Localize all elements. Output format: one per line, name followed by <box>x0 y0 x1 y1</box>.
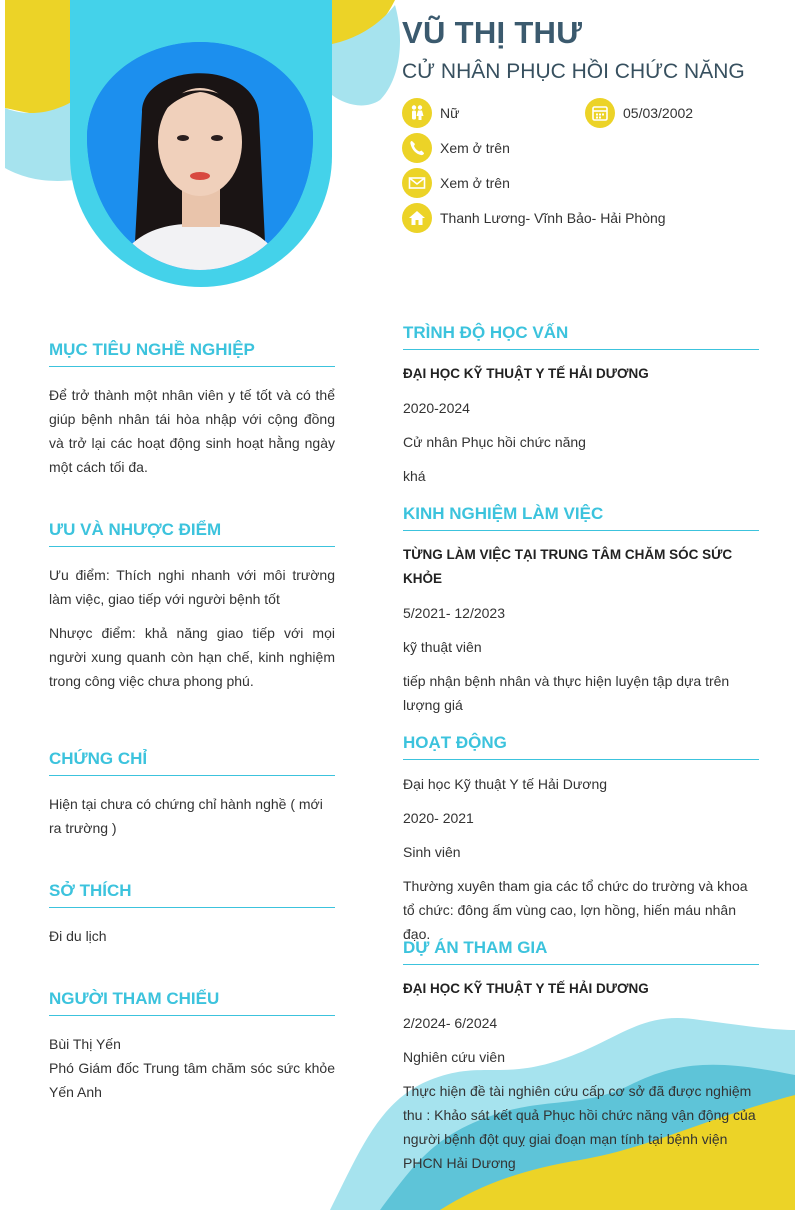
job-title: CỬ NHÂN PHỤC HỒI CHỨC NĂNG <box>402 60 745 83</box>
hobbies-text: Đi du lịch <box>49 928 107 944</box>
hobbies-section <box>49 881 335 948</box>
strengths-section <box>49 520 335 693</box>
education-period: 2020-2024 <box>403 400 470 416</box>
experience-period: 5/2021- 12/2023 <box>403 605 505 621</box>
references-title: NGƯỜI THAM CHIẾU <box>49 989 335 1016</box>
activities-org: Đại học Kỹ thuật Y tế Hải Dương <box>403 776 608 792</box>
certificates-section <box>49 749 335 840</box>
projects-role: Nghiên cứu viên <box>403 1049 505 1065</box>
mail-icon <box>402 168 432 198</box>
activities-title: HOẠT ĐỘNG <box>403 733 759 760</box>
projects-title: DỰ ÁN THAM GIA <box>403 938 759 965</box>
address-value: Thanh Lương- Vĩnh Bảo- Hải Phòng <box>440 210 666 226</box>
hobbies-title: SỞ THÍCH <box>49 881 335 908</box>
pros-text: Ưu điểm: Thích nghi nhanh với môi trường làm việc, giao tiếp với người bệnh tốt <box>49 567 335 607</box>
gender-row <box>402 98 459 128</box>
calendar-icon <box>585 98 615 128</box>
certificates-text: Hiện tại chưa có chứng chỉ hành nghề ( mới ra trường ) <box>49 796 323 836</box>
objective-section <box>49 340 335 479</box>
reference-position: Phó Giám đốc Trung tâm chăm sóc sức khỏe Yến Anh <box>49 1060 335 1100</box>
reference-name: Bùi Thị Yến <box>49 1036 121 1052</box>
experience-role: kỹ thuật viên <box>403 639 482 655</box>
cons-text: Nhược điểm: khả năng giao tiếp với mọi người xung quanh còn hạn chế, kinh nghiệm trong công việc chưa phong phú. <box>49 625 335 689</box>
phone-icon <box>402 133 432 163</box>
gender-icon <box>402 98 432 128</box>
activities-period: 2020- 2021 <box>403 810 474 826</box>
education-section <box>403 323 759 488</box>
objective-text: Để trở thành một nhân viên y tế tốt và có thể giúp bệnh nhân tái hòa nhập với cộng đồng và trở lại các hoạt động sinh hoạt hằng ngày một cách tối đa. <box>49 387 335 475</box>
experience-org: TỪNG LÀM VIỆC TẠI TRUNG TÂM CHĂM SÓC SỨC KHỎE <box>403 547 733 586</box>
email-row <box>402 168 510 198</box>
gender-value: Nữ <box>440 105 460 121</box>
birthdate-value: 05/03/2002 <box>623 105 694 121</box>
projects-section <box>403 938 759 1175</box>
strengths-title: ƯU VÀ NHƯỢC ĐIỂM <box>49 520 335 547</box>
phone-value: Xem ở trên <box>440 140 510 156</box>
projects-desc: Thực hiện đề tài nghiên cứu cấp cơ sở đã được nghiệm thu : Khảo sát kết quả Phục hồi chức năng vận động của người bệnh đột quỵ giai đoạn mạn tính tại bệnh viện PHCN Hải Dương <box>403 1083 756 1171</box>
activities-section <box>403 733 759 946</box>
education-school: ĐẠI HỌC KỸ THUẬT Y TẾ HẢI DƯƠNG <box>403 366 649 381</box>
experience-title: KINH NGHIỆM LÀM VIỆC <box>403 504 759 531</box>
activities-desc: Thường xuyên tham gia các tổ chức do trường và khoa tổ chức: đông ấm vùng cao, lợn hồng, hiến máu nhân đạo. <box>403 878 748 942</box>
profile-photo <box>87 42 313 270</box>
certificates-title: CHỨNG CHỈ <box>49 749 335 776</box>
experience-section <box>403 504 759 717</box>
objective-title: MỤC TIÊU NGHỀ NGHIỆP <box>49 340 335 367</box>
header <box>402 14 745 86</box>
candidate-name: VŨ THỊ THƯ <box>402 15 583 50</box>
home-icon <box>402 203 432 233</box>
projects-period: 2/2024- 6/2024 <box>403 1015 498 1031</box>
education-title: TRÌNH ĐỘ HỌC VẤN <box>403 323 759 350</box>
projects-org: ĐẠI HỌC KỸ THUẬT Y TẾ HẢI DƯƠNG <box>403 981 649 996</box>
education-degree: Cử nhân Phục hồi chức năng <box>403 434 586 450</box>
activities-role: Sinh viên <box>403 844 461 860</box>
address-row <box>402 203 666 233</box>
birthdate-row <box>585 98 693 128</box>
experience-desc: tiếp nhận bệnh nhân và thực hiện luyện tập dựa trên lượng giá <box>403 673 730 713</box>
phone-row <box>402 133 510 163</box>
references-section <box>49 989 335 1104</box>
email-value: Xem ở trên <box>440 175 510 191</box>
education-grade: khá <box>403 468 426 484</box>
photo-frame <box>70 0 332 287</box>
